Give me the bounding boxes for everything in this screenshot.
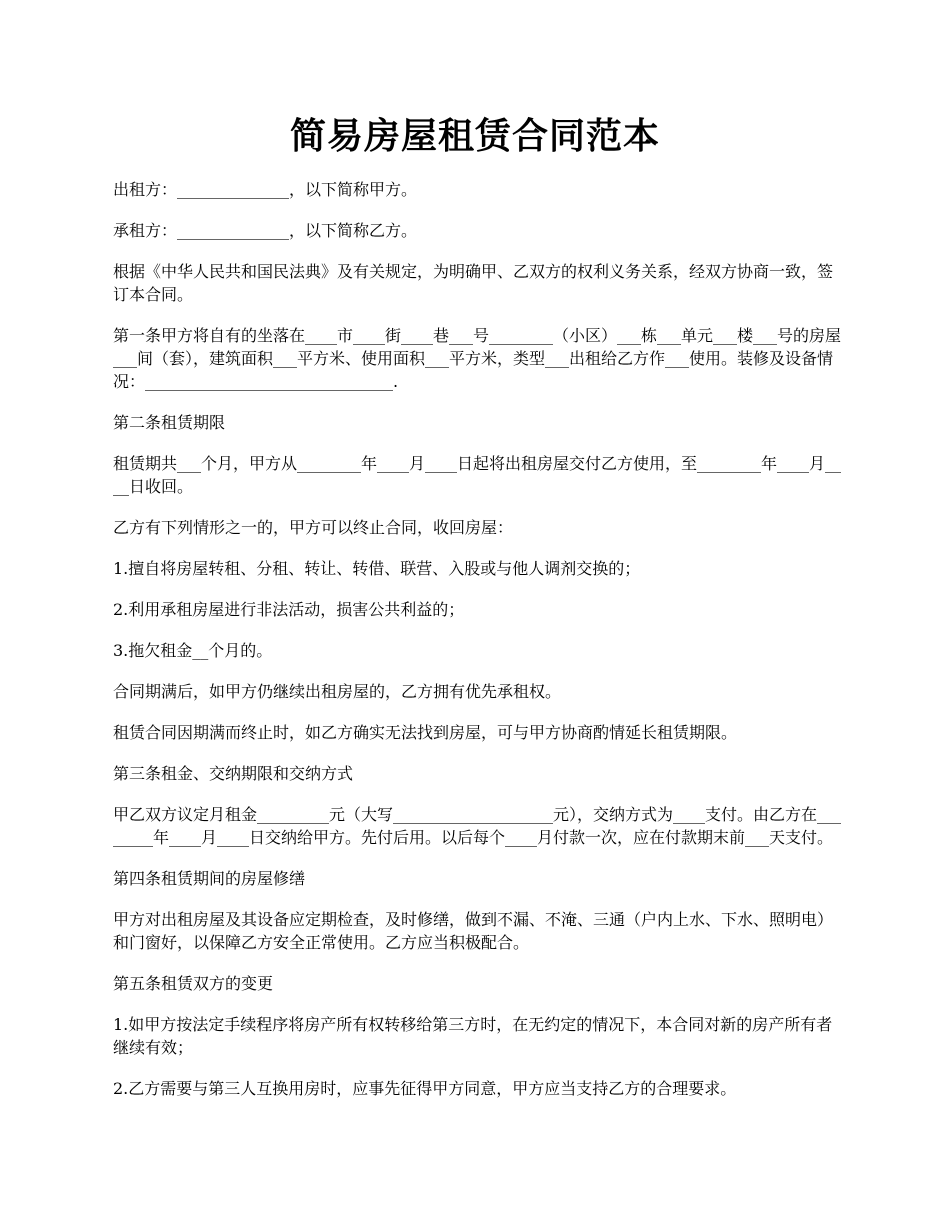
heading-article-2: 第二条租赁期限	[113, 413, 226, 432]
paragraph-rent-payment: 甲乙双方议定月租金_________元（大写____________________元），交纳方式为____支付。由乙方在________年____月____日交纳给甲方。先付后用。以后每个____月付款一次，应在付款期末前___天支付。	[113, 805, 842, 847]
document-title: 简易房屋租赁合同范本	[289, 115, 660, 157]
paragraph-priority-right: 合同期满后，如甲方仍继续出租房屋的，乙方拥有优先承租权。	[113, 682, 562, 701]
paragraph-extension: 租赁合同因期满而终止时，如乙方确实无法找到房屋，可与甲方协商酌情延长租赁期限。	[113, 723, 738, 742]
paragraph-termination-conditions: 乙方有下列情形之一的，甲方可以终止合同，收回房屋：	[113, 518, 514, 537]
list-item-3: 3.拖欠租金__个月的。	[113, 641, 273, 660]
paragraph-preamble: 根据《中华人民共和国民法典》及有关规定，为明确甲、乙双方的权利义务关系，经双方协商一致，签订本合同。	[113, 262, 834, 304]
list-item-change-2: 2.乙方需要与第三人互换用房时，应事先征得甲方同意，甲方应当支持乙方的合理要求。	[113, 1079, 737, 1098]
list-item-change-1: 1.如甲方按法定手续程序将房产所有权转移给第三方时，在无约定的情况下，本合同对新的房产所有者继续有效；	[113, 1015, 833, 1057]
paragraph-article-1: 第一条甲方将自有的坐落在____市____街____巷___号________（小区）___栋___单元___楼___号的房屋___间（套），建筑面积___平方米、使用面积___平方米，类型___出租给乙方作___使用。装修及设备情况：_______________________________.	[113, 326, 842, 391]
list-item-2: 2.利用承租房屋进行非法活动，损害公共利益的；	[113, 600, 465, 619]
heading-article-4: 第四条租赁期间的房屋修缮	[113, 869, 306, 888]
paragraph-lease-term: 租赁期共___个月，甲方从________年____月____日起将出租房屋交付乙方使用，至________年____月____日收回。	[113, 454, 842, 496]
paragraph-lessee: 承租方：______________，以下简称乙方。	[113, 221, 418, 240]
paragraph-lessor: 出租方：______________，以下简称甲方。	[113, 180, 418, 199]
paragraph-repairs: 甲方对出租房屋及其设备应定期检查，及时修缮，做到不漏、不淹、三通（户内上水、下水、照明电）和门窗好，以保障乙方安全正常使用。乙方应当积极配合。	[113, 910, 834, 952]
list-item-1: 1.擅自将房屋转租、分租、转让、转借、联营、入股或与他人调剂交换的；	[113, 559, 641, 578]
heading-article-5: 第五条租赁双方的变更	[113, 974, 274, 993]
heading-article-3: 第三条租金、交纳期限和交纳方式	[113, 764, 354, 783]
document-body	[113, 178, 841, 1118]
